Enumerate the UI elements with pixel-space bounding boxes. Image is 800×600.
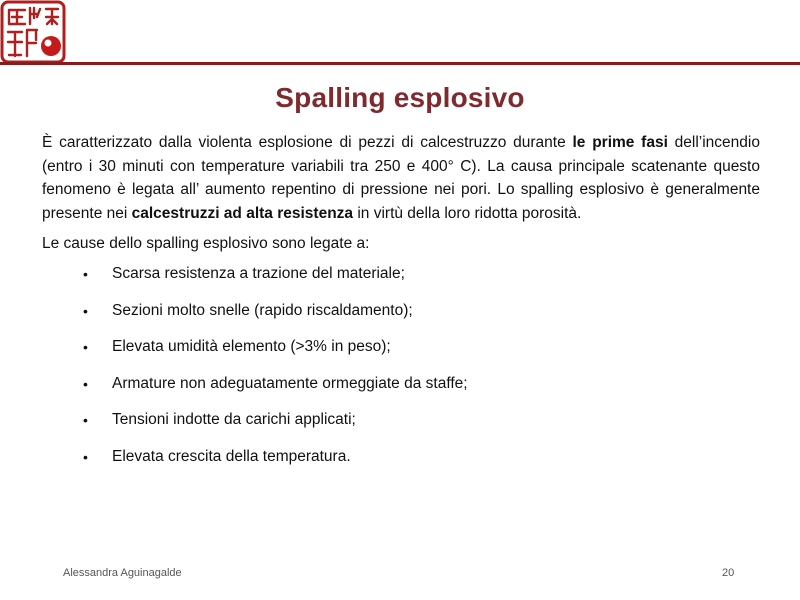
list-item [42, 409, 760, 446]
logo [0, 0, 68, 66]
paragraph-bold-1: le prime fasi [572, 134, 668, 151]
bullet-icon: • [83, 302, 88, 319]
list-item-text: Scarsa resistenza a trazione del materiale; [112, 265, 405, 282]
list-item-text: Sezioni molto snelle (rapido riscaldamento); [112, 301, 413, 319]
bullet-icon: • [83, 412, 88, 429]
bullet-icon: • [83, 266, 88, 282]
causes-list [42, 263, 760, 483]
paragraph-bold-2: calcestruzzi ad alta resistenza [131, 204, 354, 222]
list-item-text: Elevata umidità elemento (>3% in peso); [112, 338, 391, 356]
list-item-text: Armature non adeguatamente ormeggiate da staffe; [112, 374, 468, 392]
list-item [42, 336, 760, 373]
bullet-icon: • [83, 339, 88, 356]
causes-intro: Le cause dello spalling esplosivo sono legate a: [42, 235, 370, 252]
list-item [42, 300, 760, 337]
list-item-text: Tensioni indotte da carichi applicati; [112, 411, 356, 429]
list-item [42, 263, 760, 300]
bullet-icon: • [83, 448, 88, 465]
page-number: 20 [722, 567, 735, 579]
header-divider [0, 62, 800, 65]
paragraph-text-1: È caratterizzato dalla violenta esplosione di pezzi di calcestruzzo durante [42, 134, 573, 151]
list-item-text: Elevata crescita della temperatura. [112, 447, 351, 465]
slide-title: Spalling esplosivo [275, 82, 525, 113]
description-paragraph [42, 131, 760, 225]
list-item [42, 373, 760, 410]
footer-author: Alessandra Aguinagalde [63, 567, 182, 579]
paragraph-text-2: dell’incendio (entro i 30 minuti con temperature variabili tra 250 e 400° C). La causa principale scatenante questo fenomeno è legata all’ aumento repentino di pressione nei pori. Lo spalling esplosivo è generalmente presente nei [42, 134, 760, 222]
bullet-icon: • [83, 375, 88, 392]
slide-content [42, 131, 760, 483]
list-item [42, 446, 760, 483]
seal-logo-icon [0, 0, 68, 66]
paragraph-text-3: in virtù della loro ridotta porosità. [353, 204, 582, 222]
